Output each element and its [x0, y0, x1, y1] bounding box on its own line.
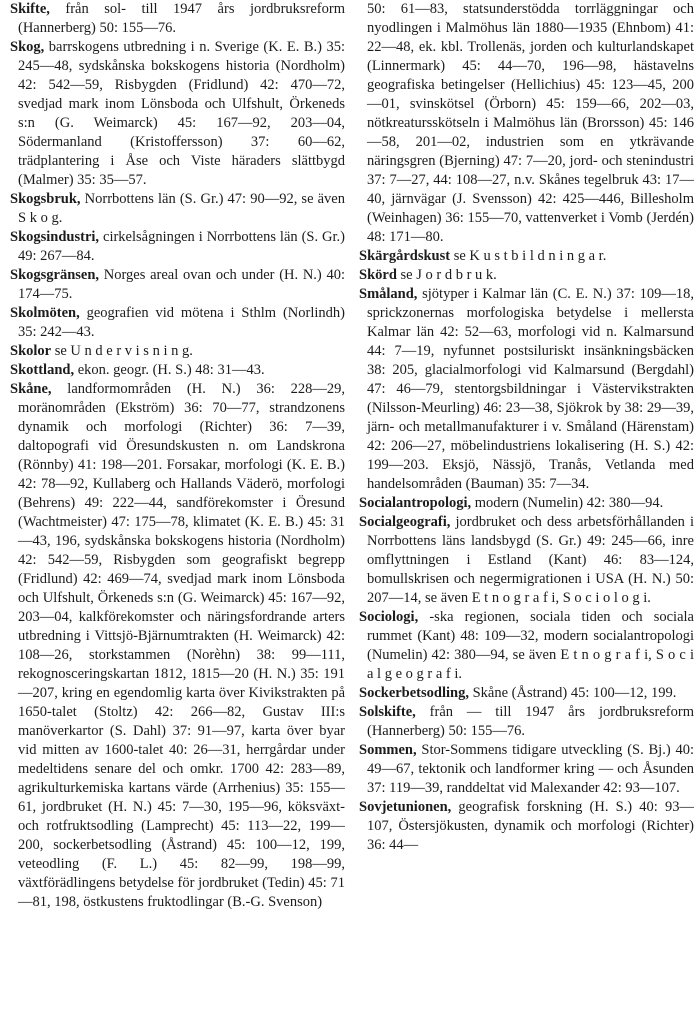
entry-text: modern (Numelin) 42: 380—94. [471, 495, 664, 511]
index-entry-skord [359, 266, 694, 285]
entry-text: sjötyper i Kalmar län (C. E. N.) 37: 109—18, sprickzonernas morfologiska betydelse i mellersta Kalmar län 42: 52—63, morfologi vid n. Kalmarsund 44: 7—19, nyfunnet postsiluriskt insänkningsbäcken 38: 205, glacialmorfologi vid Kalmarsund (Bergdahl) 47: 46—79, stentorgsbildningar i Västervikstrakten (Nilsson-Meurling) 46: 23—38, Sjökrok by 38: 29—39, järn- och metallmanufakturer i v. Småland (Härenstam) 42: 206—27, möbelindustriens lokalisering (H. S.) 42: 199—203. Eksjö, Nässjö, Tranås, Vetlanda med handelsområden (Bauman) 35: 7—34. [367, 286, 694, 492]
entry-text: 50: 61—83, statsunderstödda torrläggningar och nyodlingen i Malmöhus län 1880—1935 (Ehnbom) 41: 22—48, ek. kbl. Trollenäs, jorden och kulturlandskapet (Linnermark) 45: 44—70, 196—98, hästavelns geografiska betingelser (Hellichius) 45: 123—45, 200—01, svinskötsel (Örborn) 45: 159—66, 202—03, nötkreatursskötseln i Malmöhus län (Brorsson) 45: 146—58, 201—02, industrien som en ytkrävande näringsgren (Bjerning) 47: 7—20, jord- och stenindustri 37: 7—27, 44: 108—27, n.v. Skånes tegelbruk 43: 17—40, järnvägar (J. Svensson) 42: 425—446, Billesholm (Weinhagen) 36: 155—70, vattenverket i Vomb (Jerdén) 48: 171—80. [367, 1, 694, 245]
entry-term: Sociologi, [359, 609, 419, 625]
entry-text: från sol- till 1947 års jordbruksreform (Hannerberg) 50: 155—76. [18, 1, 345, 36]
entry-text: se J o r d b r u k. [396, 267, 497, 283]
entry-text: Stor-Sommens tidigare utveckling (S. Bj.) 40: 49—67, tektonik och landformer kring — och Åsunden 37: 119—39, randdeltat vid Malexander 42: 93—107. [367, 742, 694, 796]
entry-text: -ska regionen, sociala tiden och sociala rummet (Kant) 48: 109—32, modern socialantropologi (Numelin) 42: 380—94, se även E t n o g r a f i, S o c i a l g e o g r a f i. [367, 609, 694, 682]
left-column [10, 0, 345, 1022]
entry-text: från — till 1947 års jordbruksreform (Hannerberg) 50: 155—76. [367, 704, 694, 739]
entry-term: Skogsindustri, [10, 229, 100, 245]
entry-term: Skärgårdskust [359, 248, 451, 264]
entry-term: Sockerbetsodling, [359, 685, 469, 701]
index-entry-skifte [10, 0, 345, 38]
entry-term: Socialgeografi, [359, 514, 451, 530]
right-column [359, 0, 694, 1022]
index-entry-smaland [359, 285, 694, 494]
entry-term: Skogsgränsen, [10, 267, 100, 283]
entry-term: Skörd [359, 267, 397, 283]
index-entry-sockerbetsodling [359, 684, 694, 703]
entry-text: jordbruket och dess arbetsförhållanden i Norrbottens läns landsbygd (S. Gr.) 49: 245—66, inre omflyttningen i Estland (Kant) 46: 83—124, bomullskrisen och negermigrationen i USA (H. N.) 50: 207—14, se även E t n o g r a f i, S o c i o l o g i. [367, 514, 694, 606]
entry-text: Norrbottens län (S. Gr.) 47: 90—92, se även S k o g. [18, 191, 345, 226]
index-entry-skottland [10, 361, 345, 380]
entry-text: ekon. geogr. (H. S.) 48: 31—43. [74, 362, 265, 378]
entry-term: Skottland, [10, 362, 75, 378]
entry-term: Skolmöten, [10, 305, 80, 321]
index-entry-skog [10, 38, 345, 190]
index-entry-sovjetunionen [359, 798, 694, 855]
index-entry-sociologi [359, 608, 694, 684]
index-entry-solskifte [359, 703, 694, 741]
entry-text: Norges areal ovan och under (H. N.) 40: 174—75. [18, 267, 345, 302]
entry-term: Småland, [359, 286, 418, 302]
entry-term: Skifte, [10, 1, 50, 17]
index-entry-skane [10, 380, 345, 912]
entry-term: Skåne, [10, 381, 52, 397]
entry-text: Skåne (Åstrand) 45: 100—12, 199. [468, 685, 677, 701]
entry-term: Socialantropologi, [359, 495, 472, 511]
index-entry-socialgeografi [359, 513, 694, 608]
index-entry-skogsbruk [10, 190, 345, 228]
entry-text: geografien vid mötena i Sthlm (Norlindh) 35: 242—43. [18, 305, 345, 340]
entry-text: se U n d e r v i s n i n g. [51, 343, 193, 359]
entry-term: Sovjetunionen, [359, 799, 452, 815]
entry-term: Skolor [10, 343, 52, 359]
index-entry-skogsgransen [10, 266, 345, 304]
entry-text: geografisk forskning (H. S.) 40: 93—107, Östersjökusten, dynamik och morfologi (Richter) 36: 44— [367, 799, 694, 853]
index-entry-skogsindustri [10, 228, 345, 266]
entry-text: se K u s t b i l d n i n g a r. [450, 248, 607, 264]
entry-term: Sommen, [359, 742, 417, 758]
index-entry-skargardskust [359, 247, 694, 266]
index-entry-skolmoten [10, 304, 345, 342]
index-entry-socialantropologi [359, 494, 694, 513]
index-entry-continuation [359, 0, 694, 247]
entry-text: cirkelsågningen i Norrbottens län (S. Gr.) 49: 267—84. [18, 229, 345, 264]
entry-term: Skogsbruk, [10, 191, 81, 207]
index-entry-skolor [10, 342, 345, 361]
entry-text: barrskogens utbredning i n. Sverige (K. E. B.) 35: 245—48, sydskånska bokskogens historia (Nordholm) 42: 542—59, Risbygden (Fridlund) 42: 470—72, svedjad mark inom Lönsboda och Ulfshult, Örkeneds s:n (G. Weimarck) 45: 167—92, 203—04, Södermanland (Kristoffersson) 37: 60—62, trädplantering i Åse och Viste häraders slättbygd (Malmer) 35: 35—57. [18, 39, 345, 188]
entry-term: Solskifte, [359, 704, 416, 720]
entry-term: Skog, [10, 39, 45, 55]
index-entry-sommen [359, 741, 694, 798]
entry-text: landformområden (H. N.) 36: 228—29, moränområden (Ekström) 36: 70—77, strandzonens dynamik och morfologi (Richter) 36: 7—39, daltopografi vid Öresundskusten n. om Landskrona (Rönnby) 41: 198—201. Forsakar, morfologi (K. E. B.) 42: 78—92, Kullaberg och Hallands Väderö, morfologi (Behrens) 49: 222—44, sandförekomster i Öresund (Wachtmeister) 47: 175—78, klimatet (K. E. B.) 45: 31—43, 196, sydskånska bokskogens historia (Nordholm) 42: 542—59, Risbygden som geografiskt begrepp (Fridlund) 42: 469—74, svedjad mark inom Lönsboda och Ulfshult, Örkeneds s:n (G. Weimarck) 45: 167—92, 203—04, kalkförekomster och näringsfordrande arters utbredning i Vittsjö-Bjärnumtrakten (H. Weimarck) 42: 108—26, storkstammen (Norèhn) 38: 99—111, rekognosceringskartan 1812, 1815—20 (H. N.) 35: 191—207, kring en egendomlig karta över Kivikstrakten på 1650-talet (Stoltz) 42: 266—82, Gustav III:s manöverkartor (S. Dahl) 37: 91—97, karta över byar vid mitten av 1600-talet 40: 26—31, herrgårdar under medeltidens senare del och omkr. 1700 42: 283—89, agrikulturkemiska kartans värde (Arrhenius) 35: 155—61, jordbruket (H. N.) 45: 7—30, 195—96, köksväxt- och rotfruktsodling (Lamprecht) 45: 113—22, 199—200, sockerbetsodling (Åstrand) 45: 100—12, 199, veteodling (F. L.) 45: 82—99, 198—99, växtförädlingens betydelse för jordbruket (Tedin) 45: 71—81, 198, östkustens fruktodlingar (B.-G. Svenson) [18, 381, 345, 910]
